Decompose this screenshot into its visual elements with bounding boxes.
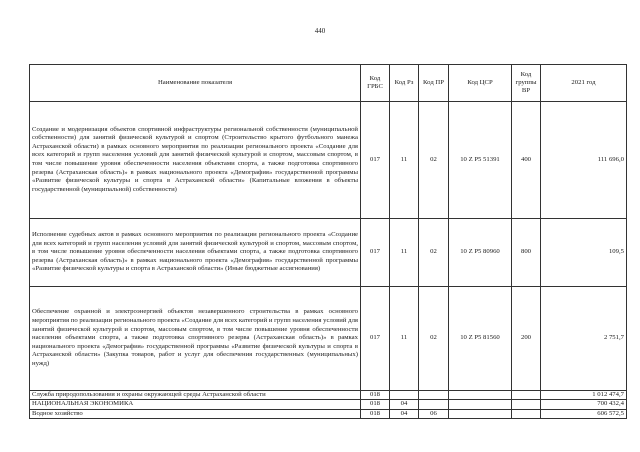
row-amount: 700 432,4 [541,400,627,409]
row-amount: 1 012 474,7 [541,391,627,400]
row-pr: 02 [419,287,449,391]
row-amount: 606 572,5 [541,409,627,418]
row-grbs: 018 [361,400,390,409]
row-vr: 400 [512,102,541,219]
row-pr [419,391,449,400]
row-name: Служба природопользования и охраны окружающей среды Астраханской области [30,391,361,400]
table-row [30,409,627,418]
row-csr: 10 Z P5 80960 [449,219,512,287]
row-name: Водное хозяйство [30,409,361,418]
table-row [30,391,627,400]
row-vr [512,400,541,409]
row-pr: 06 [419,409,449,418]
row-rz [390,391,419,400]
row-name: Обеспечение охранной и электроэнергией объектов незавершенного строительства в рамках основного мероприятия по реализации регионального проекта «Создание для всех категорий и групп населения условий для занятий физической культурой и спортом, массовым спортом, в том числе повышение уровня обеспеченности населения объектами спорта, а также подготовка спортивного резерва (Астраханская область)» в рамках национального проекта «Демография» государственной программы «Развитие физической культуры и спорта в Астраханской области» (Закупка товаров, работ и услуг для обеспечения государственных (муниципальных) нужд) [30,287,361,391]
row-grbs: 017 [361,102,390,219]
header-name: Наименование показателя [30,65,361,102]
row-pr: 02 [419,219,449,287]
table-row [30,400,627,409]
row-rz: 11 [390,287,419,391]
row-csr [449,391,512,400]
row-amount: 2 751,7 [541,287,627,391]
row-grbs: 017 [361,219,390,287]
header-rz: Код Рз [390,65,419,102]
row-rz: 04 [390,400,419,409]
row-grbs: 018 [361,391,390,400]
row-pr: 02 [419,102,449,219]
table-row [30,102,627,219]
table-header-row [30,65,627,102]
row-csr [449,409,512,418]
table-row [30,219,627,287]
row-vr [512,391,541,400]
row-csr: 10 Z P5 81560 [449,287,512,391]
row-pr [419,400,449,409]
header-amount: 2021 год [541,65,627,102]
row-rz: 04 [390,409,419,418]
header-grbs: Код ГРБС [361,65,390,102]
row-grbs: 017 [361,287,390,391]
row-amount: 109,5 [541,219,627,287]
row-amount: 111 696,0 [541,102,627,219]
table-row [30,287,627,391]
row-csr [449,400,512,409]
row-name: Создание и модернизация объектов спортивной инфраструктуры региональной собственности (муниципальной собственности) для занятий физической культурой и спортом (Строительство крытого футбольного манежа Астраханской области) в рамках основного мероприятия по реализации регионального проекта «Создание для всех категорий и групп населения условий для занятий физической культурой и спортом, массовым спортом, в том числе повышение уровня обеспеченности населения объектами спорта, а также подготовка спортивного резерва (Астраханская область)» в рамках национального проекта «Демография» государственной программы «Развитие физической культуры и спорта в Астраханской области» (Капитальные вложения в объекты государственной (муниципальной) собственности) [30,102,361,219]
row-name: Исполнение судебных актов в рамках основного мероприятия по реализации регионального проекта «Создание для всех категорий и групп населения условий для занятий физической культурой и спортом, массовым спортом, в том числе повышение уровня обеспеченности населения объектами спорта, а также подготовка спортивного резерва (Астраханская область)» в рамках национального проекта «Демография» государственной программы «Развитие физической культуры и спорта в Астраханской области» (Иные бюджетные ассигнования) [30,219,361,287]
row-name: НАЦИОНАЛЬНАЯ ЭКОНОМИКА [30,400,361,409]
row-rz: 11 [390,102,419,219]
header-csr: Код ЦСР [449,65,512,102]
page-number: 440 [314,27,326,35]
header-vr: Код группы ВР [512,65,541,102]
row-csr: 10 Z P5 51391 [449,102,512,219]
row-vr [512,409,541,418]
budget-table [29,64,627,419]
row-vr: 800 [512,219,541,287]
row-vr: 200 [512,287,541,391]
row-grbs: 018 [361,409,390,418]
row-rz: 11 [390,219,419,287]
header-pr: Код ПР [419,65,449,102]
